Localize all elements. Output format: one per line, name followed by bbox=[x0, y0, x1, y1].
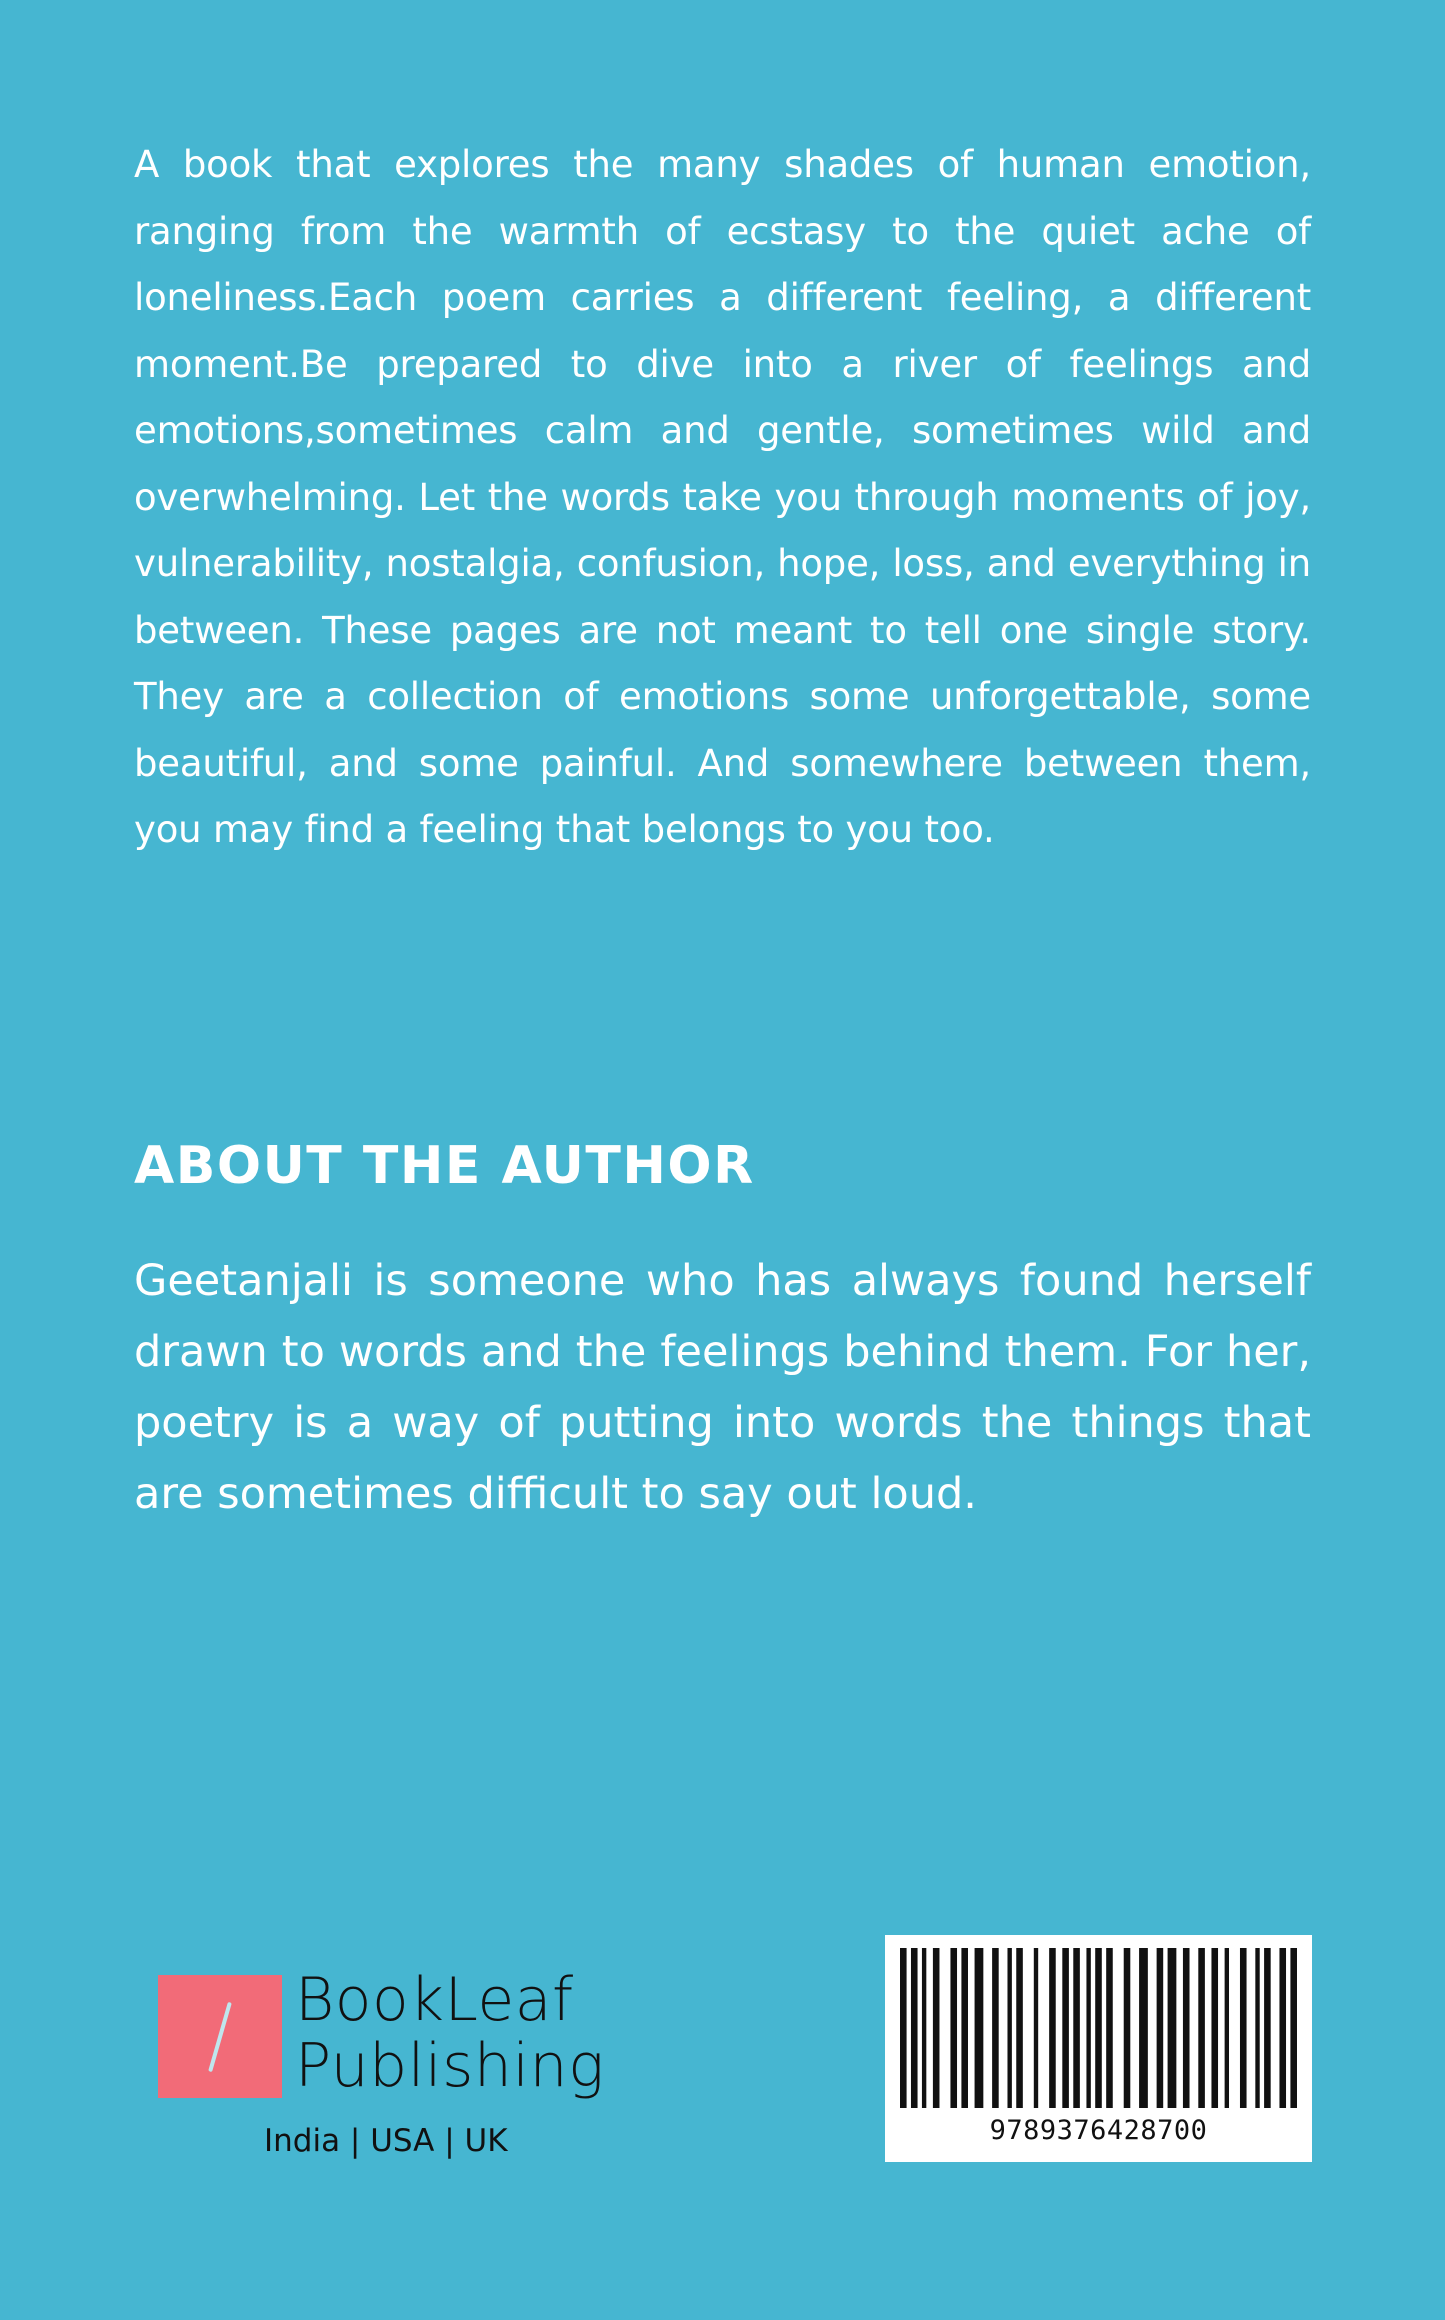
barcode-bar bbox=[1106, 1948, 1113, 2108]
barcode-bar bbox=[1007, 1948, 1011, 2108]
publisher-name-line1: BookLeaf bbox=[295, 1965, 574, 2035]
barcode-bar bbox=[1211, 1948, 1218, 2108]
book-blurb: A book that explores the many shades of human emotion, ranging from the warmth of ecstasy to the quiet ache of loneliness.Each poem carries a different feeling, a different moment.Be prepared to dive into a river of feelings and emotions,sometimes calm and gentle, sometimes wild and overwhelming. Let the words take you through moments of joy, vulnerability, nostalgia, confusion, hope, loss, and everything in between. These pages are not meant to tell one single story. They are a collection of emotions some unforgettable, some beautiful, and some painful. And somewhere between them, you may find a feeling that belongs to you too. bbox=[134, 143, 1311, 851]
isbn-barcode bbox=[885, 1935, 1312, 2162]
barcode-bar bbox=[1279, 1948, 1286, 2108]
barcode-bar bbox=[922, 1948, 926, 2108]
barcode-bar bbox=[1225, 1948, 1229, 2108]
barcode-bar bbox=[933, 1948, 940, 2108]
barcode-bar bbox=[1073, 1948, 1080, 2108]
barcode-bar bbox=[1124, 1948, 1131, 2108]
barcode-bar bbox=[1198, 1948, 1205, 2108]
publisher-regions: India | USA | UK bbox=[264, 2123, 508, 2159]
barcode-bar bbox=[1086, 1948, 1090, 2108]
barcode-bar bbox=[1034, 1948, 1038, 2108]
barcode-icon bbox=[900, 1948, 1297, 2108]
barcode-bar bbox=[1016, 1948, 1023, 2108]
publisher-name bbox=[295, 1967, 605, 2099]
barcode-bar bbox=[975, 1948, 984, 2108]
publisher-logo bbox=[158, 1965, 618, 2175]
barcode-bar bbox=[1240, 1948, 1247, 2108]
barcode-bar bbox=[1168, 1948, 1177, 2108]
barcode-bar bbox=[911, 1948, 918, 2108]
barcode-bar bbox=[1255, 1948, 1259, 2108]
barcode-bar bbox=[1139, 1948, 1148, 2108]
barcode-bar bbox=[1183, 1948, 1190, 2108]
about-author-text: Geetanjali is someone who has always found herself drawn to words and the feelings behind them. For her, poetry is a way of putting into words the things that are sometimes difficult to say out loud. bbox=[134, 1256, 1311, 1519]
barcode-bar bbox=[1095, 1948, 1102, 2108]
publisher-name-line2: Publishing bbox=[295, 2031, 605, 2101]
barcode-bar bbox=[900, 1948, 907, 2108]
barcode-bar bbox=[1062, 1948, 1069, 2108]
about-author-heading: ABOUT THE AUTHOR bbox=[134, 1136, 755, 1196]
barcode-bar bbox=[1264, 1948, 1271, 2108]
isbn-number: 9789376428700 bbox=[989, 2115, 1208, 2146]
barcode-bar bbox=[1049, 1948, 1056, 2108]
barcode-bar bbox=[961, 1948, 968, 2108]
barcode-bar bbox=[992, 1948, 999, 2108]
logo-slash bbox=[208, 2002, 232, 2072]
barcode-bar bbox=[1290, 1948, 1297, 2108]
barcode-bar bbox=[1157, 1948, 1164, 2108]
barcode-bar bbox=[950, 1948, 957, 2108]
bookleaf-logo-icon bbox=[158, 1975, 282, 2098]
